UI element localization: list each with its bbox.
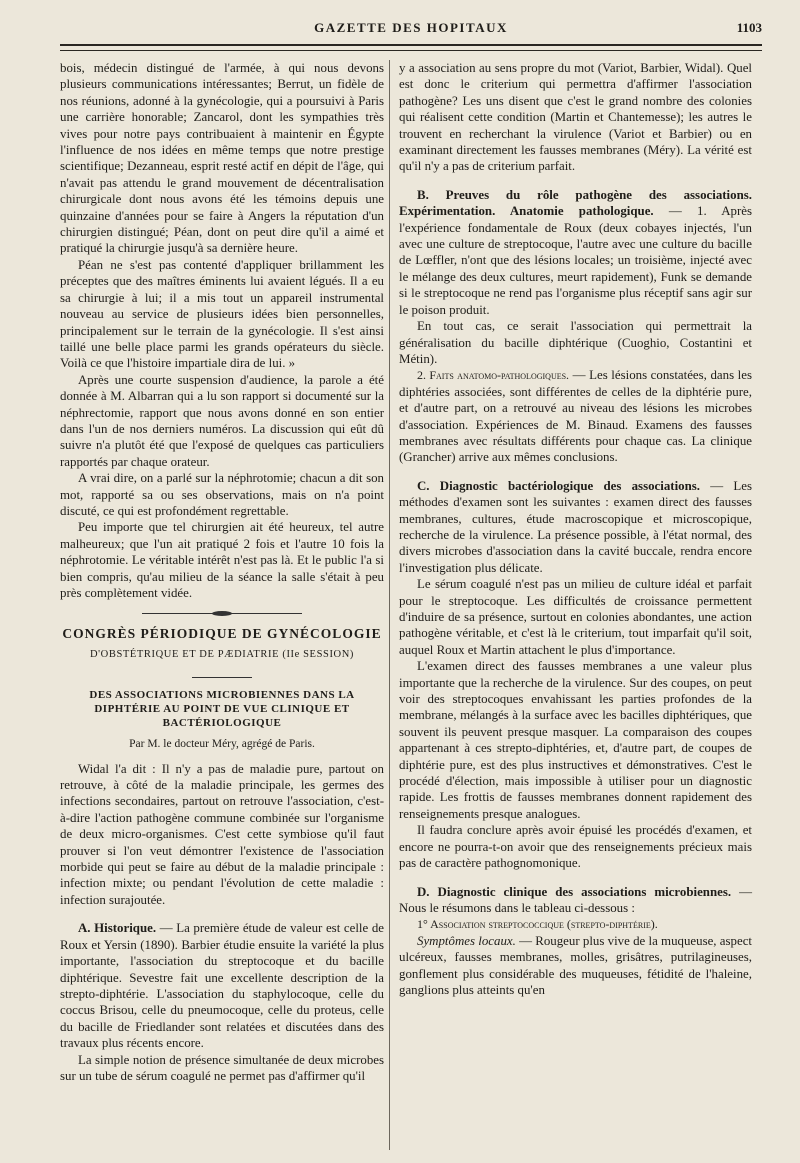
running-title: GAZETTE DES HOPITAUX <box>314 20 508 35</box>
section-title: CONGRÈS PÉRIODIQUE DE GYNÉCOLOGIE <box>62 626 382 642</box>
subheading: B. Preuves du rôle pathogène des associations. Expérimentation. Anatomie pathologique. <box>399 187 752 219</box>
paragraph <box>60 920 384 1051</box>
left-column <box>60 60 384 1084</box>
subheading: 2. Faits anatomo-pathologiques. <box>417 368 570 383</box>
section-subtitle: D'OBSTÉTRIQUE ET DE PÆDIATRIE (IIe SESSION) <box>89 648 355 660</box>
subheading: C. Diagnostic bactériologique des associations. <box>417 478 701 493</box>
right-column <box>399 60 752 998</box>
paragraph: y a association au sens propre du mot (Variot, Barbier, Widal). Quel est donc le criterium qui permettra d'affirmer l'association pathogène? Les uns disent que c'est le grand nombre des colonies qui réalisent cette condition (Martin et Chantemesse); les autres le trouvent en recherchant la virulence (Variot et Barbier) ou en examinant directement les fausses membranes (Méry). La vérité est qu'il n'y a pas de criterium parfait. <box>399 61 752 174</box>
page-number: 1103 <box>736 20 762 35</box>
header-rule <box>60 44 762 51</box>
subheading: A. Historique. <box>78 921 157 936</box>
ornament-divider <box>142 613 302 614</box>
paragraph: En tout cas, ce serait l'association qui permettrait la généralisation du bacille diphtérique (Cuoghio, Costantini et Métin). <box>399 319 752 366</box>
column-divider <box>389 60 390 1150</box>
paragraph <box>399 367 752 465</box>
paragraph: Widal l'a dit : Il n'y a pas de maladie pure, partout on retrouve, à côté de la maladie principale, les germes des infections secondaires, partout on retrouve l'association, c'est-à-dire l'action pathogène commune combinée sur l'organisme de deux micro-organismes. C'est cette symbiose qu'il faut prouver si l'on veut démontrer l'existence de l'association morbide qui peut se faire au début de la maladie principale : infection mixte; ou pendant l'évolution de cette maladie : infection surajoutée. <box>60 761 384 907</box>
paragraph: bois, médecin distingué de l'armée, à qui nous devons plusieurs communications intéressantes; Berrut, un fidèle de nos réunions, adonné à la gynécologie, qui a poursuivi à Paris une carrière honorable; Zancarol, dont les sympathies très vives pour notre pays contribuaient à maintenir en Égypte l'influence de nos idées en même temps que notre prestige scientifique; Dezanneau, esprit resté actif en dépit de l'âge, qui n'avait pas attendu le grand mouvement de décentralisation chirurgicale dont nous avons été les témoins depuis une quinzaine d'années pour se faire à Angers la réputation d'un chirurgien distingué; Péan, dont on peut dire qu'il a aimé et pratiqué la chirurgie jusqu'à sa dernière heure. <box>60 61 384 256</box>
page-header <box>60 20 762 42</box>
short-divider <box>192 677 252 678</box>
subheading: Symptômes locaux. <box>417 933 516 948</box>
paragraph: La simple notion de présence simultanée de deux microbes sur un tube de sérum coagulé ne permet pas d'affirmer qu'il <box>60 1052 384 1083</box>
byline: Par M. le docteur Méry, agrégé de Paris. <box>129 738 315 751</box>
paragraph <box>399 478 752 576</box>
subheading: 1° Association streptococcique (strepto-diphtérie). <box>417 917 658 932</box>
spacer <box>399 466 752 478</box>
subheading: D. Diagnostic clinique des associations microbiennes. <box>417 884 732 899</box>
paragraph: Peu importe que tel chirurgien ait été heureux, tel autre malheureux; que l'un ait pratiqué 2 fois et l'autre 10 fois la néphrotomie. Le véritable intérêt n'est pas là. Et le public l'a si bien compris, qu'au milieu de la séance la salle s'était à peu près complètement vidée. <box>60 520 384 600</box>
paragraph: A vrai dire, on a parlé sur la néphrotomie; chacun a dit son mot, rapporté sa ou ses observations, mais on n'a point discuté, ce qui est profondément regrettable. <box>60 471 384 518</box>
paragraph-text: — 1. Après l'expérience fondamentale de Roux (deux cobayes injectés, l'un avec une culture de streptocoque, l'autre avec une culture du bacille de Lœffler, n'ont que des lésions locales; un troisième, injecté avec le mélange des deux cultures, meurt rapidement), Funk se demande si le streptocoque ne rend pas l'organisme plus réceptif sans agir sur le poison produit. <box>399 204 752 317</box>
paragraph <box>399 884 752 917</box>
paragraph: Il faudra conclure après avoir épuisé les procédés d'examen, et encore ne pourra-t-on avoir que des renseignements précieux mais pas de caractère pathognomonique. <box>399 823 752 871</box>
spacer <box>60 908 384 920</box>
paragraph: L'examen direct des fausses membranes a une valeur plus importante que la recherche de la virulence. Sur des coupes, on peut voir des streptocoques envahissant les parties profondes de la membrane, mélangés à la surface avec les bacilles diphtériques, que souvent ils peuvent presque masquer. La comparaison des coupes appartenant à ces strepto-diphtéries, et, d'autre part, de coupes de diphtérie pure, est des plus instructives et démonstratives. C'est le procédé d'élection, mais impossible à utiliser pour un diagnostic rapide. Les frottis de fausses membranes donnent rapidement des renseignements presque analogues. <box>399 659 752 821</box>
paragraph-text: — Rougeur plus vive de la muqueuse, aspect ulcéreux, fausses membranes, molles, grisâtres, putrilagineuses, gonflement plus considérable des muqueuses, fétidité de l'haleine, ganglions plus atteints qu'en <box>399 933 752 997</box>
paragraph <box>399 933 752 999</box>
paragraph: Après une courte suspension d'audience, la parole a été donnée à M. Albarran qui a lu son rapport si documenté sur la néphrectomie, rapport que nous avons donné en son entier dans l'un de nos derniers numéros. La discussion qui eût dû suivre n'a plutôt été que l'exposé de quelques cas particuliers rapportés par chaque orateur. <box>60 372 384 469</box>
spacer <box>399 872 752 884</box>
paragraph-text: — Nous le résumons dans le tableau ci-dessous : <box>399 884 752 915</box>
spacer <box>399 175 752 187</box>
paragraph: Le sérum coagulé n'est pas un milieu de culture idéal et parfait pour le streptocoque. Les difficultés de croissance permettent d'induire de sa présence, surtout en colonies abondantes, une action pathogène véritable, et c'est là le criterium, tout imparfait qu'il soit, auquel Roux et Martin attachent le plus d'importance. <box>399 577 752 657</box>
paragraph-text: — La première étude de valeur est celle de Roux et Yersin (1890). Barbier étudie ensuite la variété la plus importante, l'association du streptocoque et du bacille diphtérique. Sevestre fait une excellente description de la strepto-diphtérie. L'association du staphylocoque, celle du coccus Brisou, celle du pneumocoque, celle du proteus, celle du bacille de Friedlander sont relatées et discutées dans des travaux plus récents encore. <box>60 921 384 1051</box>
paragraph <box>399 916 752 932</box>
paragraph: Péan ne s'est pas contenté d'appliquer brillamment les préceptes que des maîtres éminents lui avaient légués. Il a eu sa chirurgie à lui; il a mis tout un appareil instrumental nouveau au service de plusieurs idées bien personnelles, principalement sur le terrain de la gynécologie. Il s'est ainsi taillé une belle place parmi les grands opérateurs du siècle. Voilà ce que l'histoire impartiale dira de lui. » <box>60 257 384 371</box>
paragraph-text: — Les méthodes d'examen sont les suivantes : examen direct des fausses membranes, cultures, étude macroscopique et microscopique, recherche de la virulence. La présence possible, à l'état normal, des divers microbes d'association dans la cavité buccale, rendra encore l'investigation plus délicate. <box>399 478 752 575</box>
paragraph <box>399 187 752 318</box>
paragraph-text: — Les lésions constatées, dans les diphtéries associées, sont différentes de celles de la diphtérie pure, et d'autre part, on a retrouvé au niveau des lésions les microbes d'association. Expériences de M. Binaud. Examens des fausses membranes avec résultats différents pour chaque cas. La clinique (Grancher) arrive aux mêmes conclusions. <box>399 368 752 465</box>
article-title: DES ASSOCIATIONS MICROBIENNES DANS LA DIPHTÉRIE AU POINT DE VUE CLINIQUE ET BACTÉRIOLOGIQUE <box>89 689 355 730</box>
